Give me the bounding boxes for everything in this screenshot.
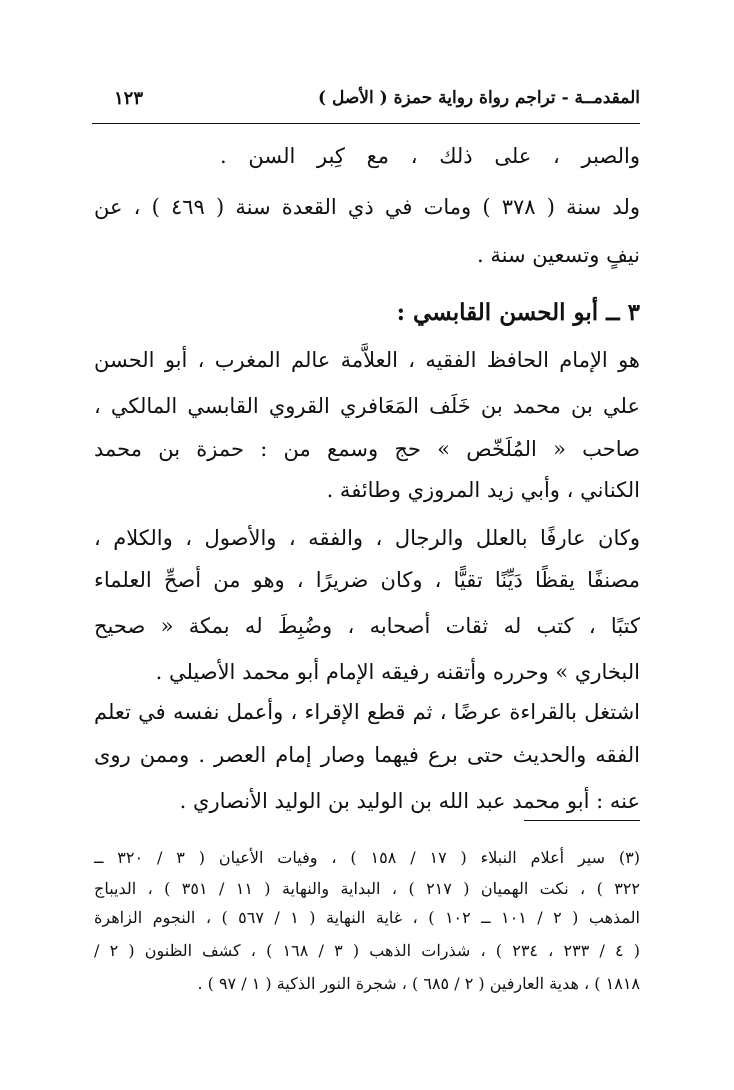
footnote-line: ٣٢٢ ) ، نكت الهميان ( ٢١٧ ) ، البداية والنهاية ( ١١ / ٣٥١ ) ، الديباج — [94, 879, 641, 898]
footnote-line: (٣) سير أعلام النبلاء ( ١٧ / ١٥٨ ) ، وفيات الأعيان ( ٣ / ٣٢٠ ــ — [94, 848, 640, 867]
text-line: نيفٍ وتسعين سنة . — [477, 243, 640, 267]
text-line: والصبر ، على ذلك ، مع كِبر السن . — [220, 144, 640, 168]
text-line: عنه : أبو محمد عبد الله بن الوليد بن الوليد الأنصاري . — [179, 789, 640, 813]
running-header — [92, 88, 640, 118]
header-title: المقدمــة - تراجم رواة رواية حمزة ( الأصل ) — [318, 88, 640, 108]
text-line: علي بن محمد بن خَلَف المَعَافري القروي القابسي المالكي ، — [94, 394, 640, 418]
text-line: وكان عارفًا بالعلل والرجال ، والفقه ، والأصول ، والكلام ، — [94, 526, 640, 550]
text-line: الفقه والحديث حتى برع فيهما وصار إمام العصر . وممن روى — [94, 743, 640, 767]
text-line: صاحب « المُلَخّص » حج وسمع من : حمزة بن محمد — [94, 437, 640, 461]
footnote-line: ( ٤ / ٢٣٣ ، ٢٣٤ ) ، شذرات الذهب ( ٣ / ١٦٨ ) ، كشف الظنون ( ٢ / — [94, 941, 641, 960]
text-line: الكناني ، وأبي زيد المروزي وطائفة . — [326, 478, 640, 502]
text-line: كتبًا ، كتب له ثقات أصحابه ، وضُبِطَ له بمكة « صحيح — [94, 614, 640, 638]
footnote-line: ١٨١٨ ) ، هدية العارفين ( ٢ / ٦٨٥ ) ، شجرة النور الذكية ( ١ / ٩٧ ) . — [197, 974, 640, 993]
page-number: ١٢٣ — [114, 88, 144, 109]
text-line: البخاري » وحرره وأتقنه رفيقه الإمام أبو محمد الأصيلي . — [155, 660, 640, 684]
text-line: ولد سنة ( ٣٧٨ ) ومات في ذي القعدة سنة ( ٤٦٩ ) ، عن — [94, 195, 640, 219]
text-line: اشتغل بالقراءة عرضًا ، ثم قطع الإقراء ، وأعمل نفسه في تعلم — [94, 700, 640, 724]
header-rule — [92, 123, 640, 124]
footnote-line: المذهب ( ٢ / ١٠١ ــ ١٠٢ ) ، غاية النهاية ( ١ / ٥٦٧ ) ، النجوم الزاهرة — [94, 908, 640, 927]
footnote-rule — [524, 820, 640, 821]
text-line: هو الإمام الحافظ الفقيه ، العلاَّمة عالم المغرب ، أبو الحسن — [94, 348, 640, 372]
text-line: مصنفًا يقظًا دَيِّنًا تقيًّا ، وكان ضريرًا ، وهو من أصحِّ العلماء — [94, 568, 640, 592]
section-heading: ٣ ــ أبو الحسن القابسي : — [396, 299, 640, 326]
